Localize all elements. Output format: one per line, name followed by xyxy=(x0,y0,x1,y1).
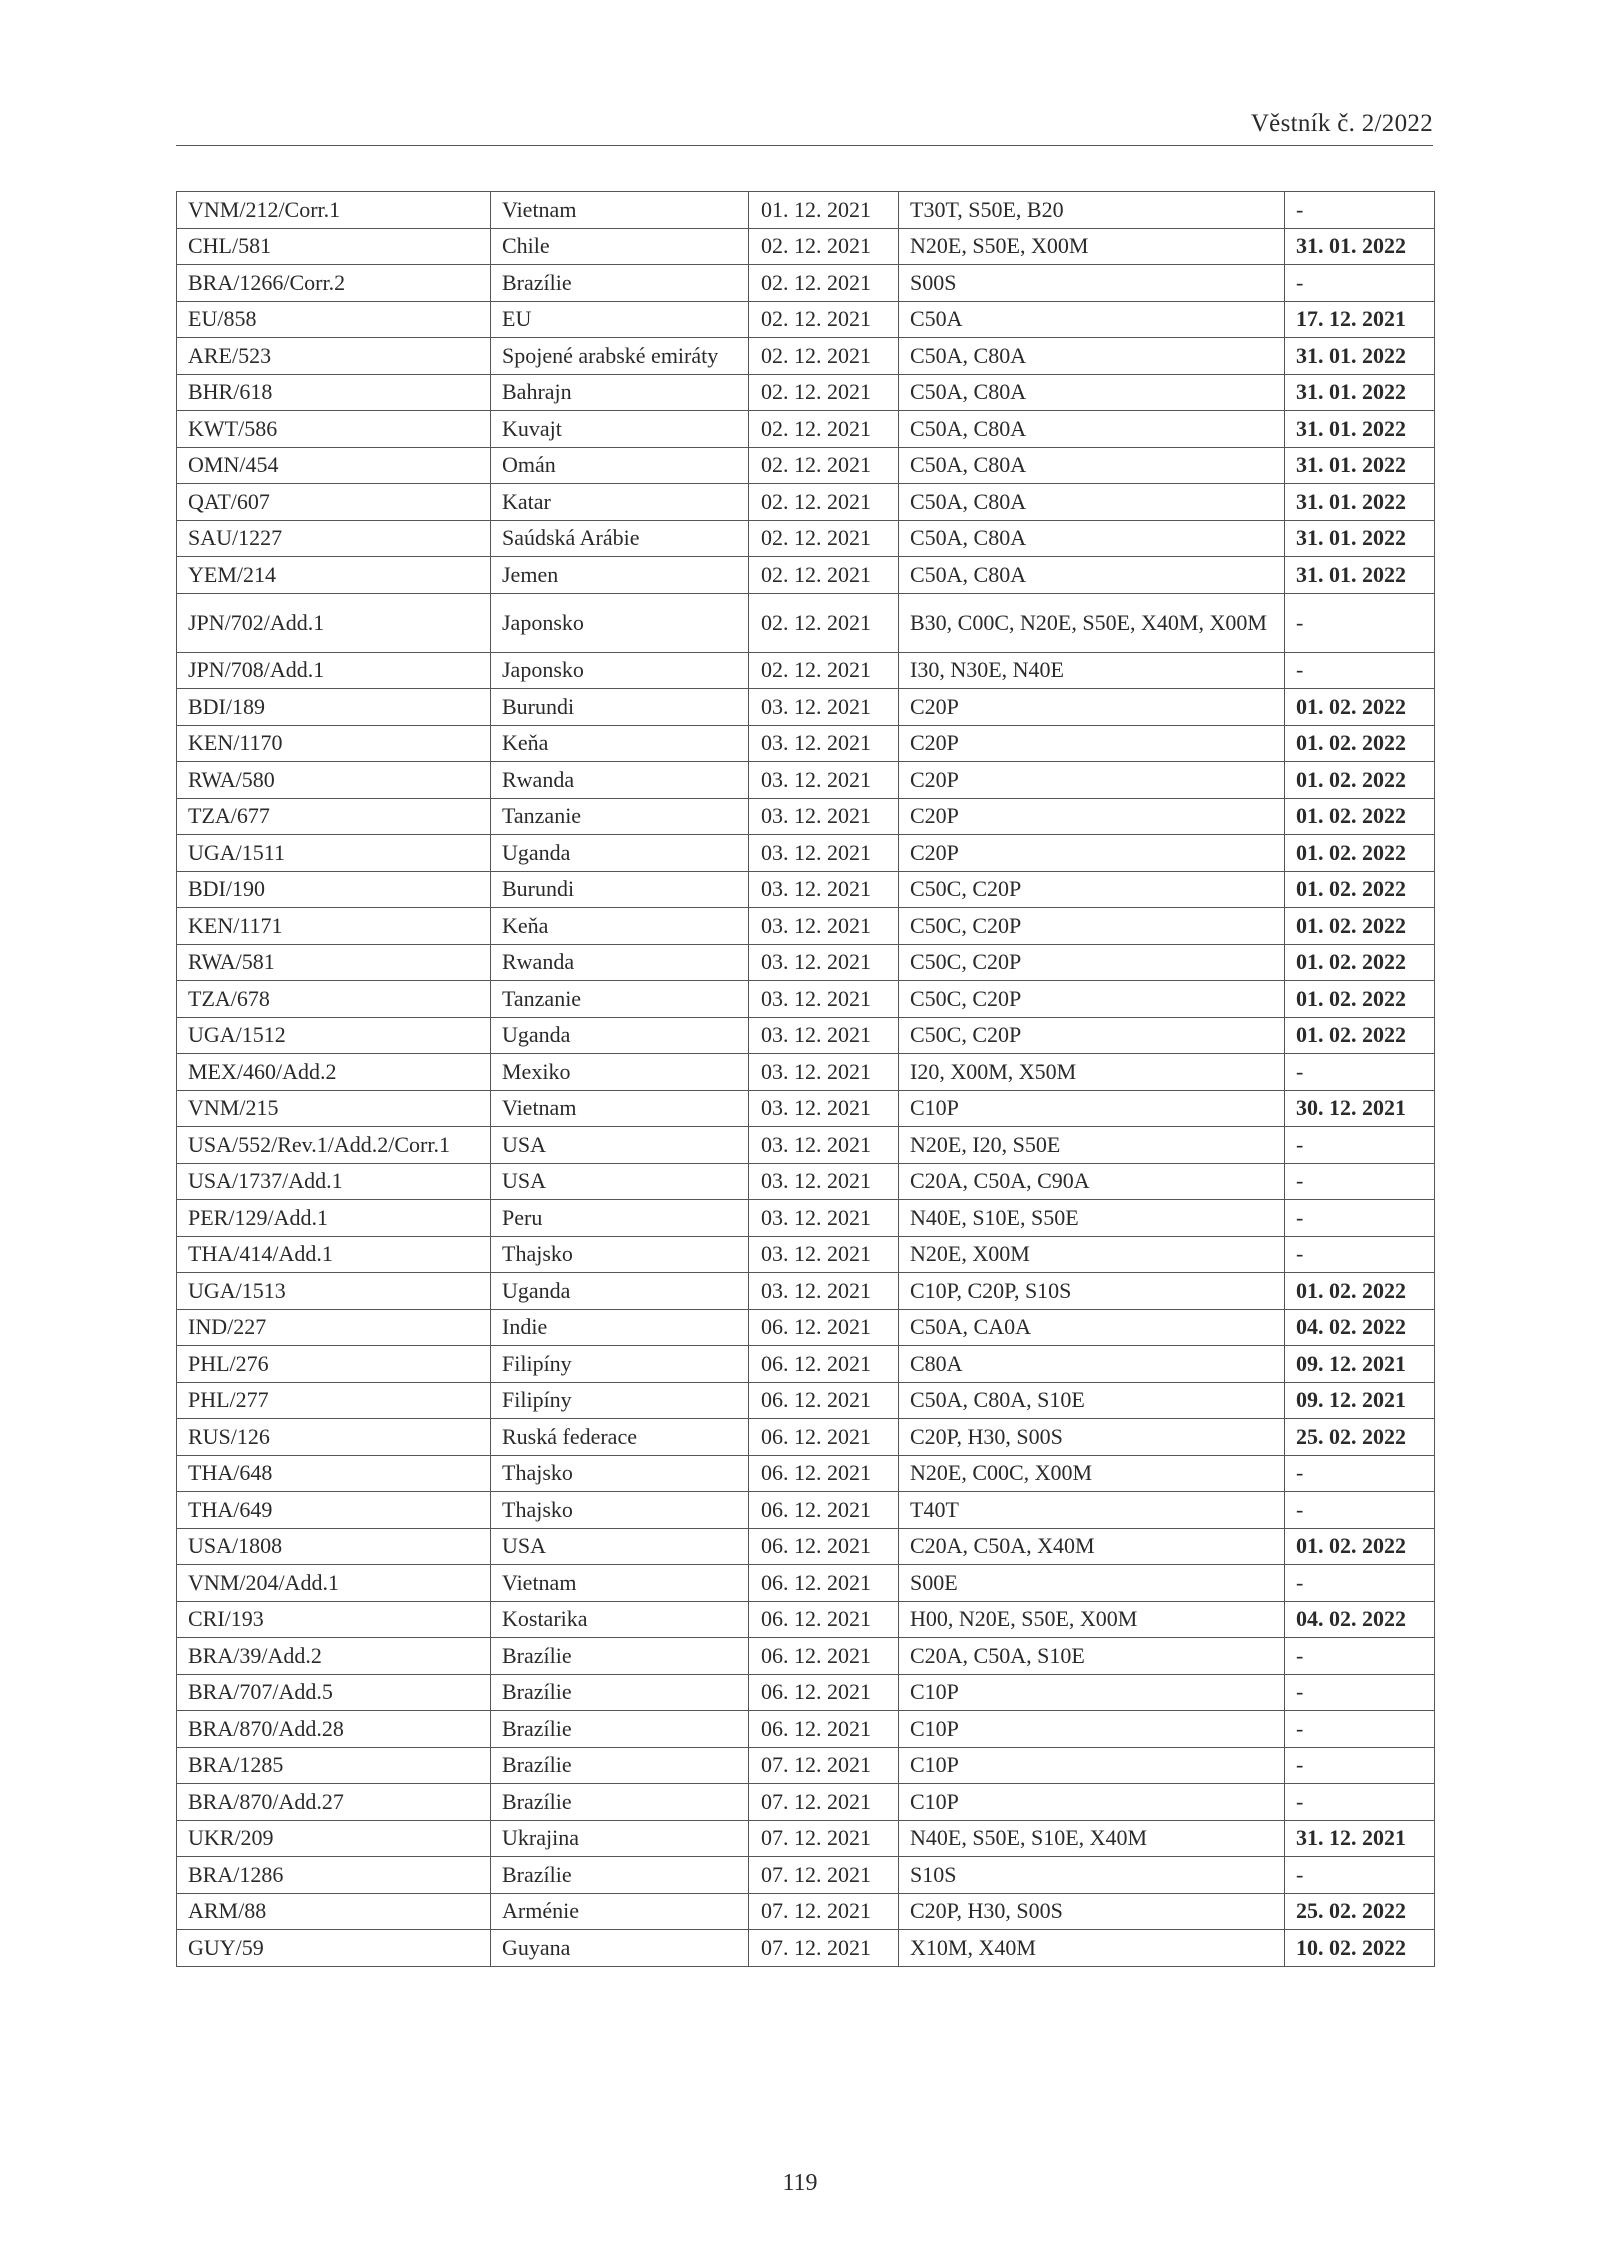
date-cell: 07. 12. 2021 xyxy=(749,1747,899,1784)
country-cell: Rwanda xyxy=(491,762,749,799)
table-row xyxy=(177,1054,1435,1091)
table-row xyxy=(177,520,1435,557)
date-cell: 02. 12. 2021 xyxy=(749,228,899,265)
document-code-cell: BDI/189 xyxy=(177,689,491,726)
document-code-cell: THA/648 xyxy=(177,1455,491,1492)
document-code-cell: TZA/678 xyxy=(177,981,491,1018)
deadline-cell: - xyxy=(1285,192,1435,229)
table-row xyxy=(177,908,1435,945)
date-cell: 03. 12. 2021 xyxy=(749,762,899,799)
date-cell: 03. 12. 2021 xyxy=(749,981,899,1018)
date-cell: 02. 12. 2021 xyxy=(749,338,899,375)
codes-cell: S00S xyxy=(899,265,1285,302)
deadline-cell: - xyxy=(1285,1163,1435,1200)
country-cell: Brazílie xyxy=(491,1711,749,1748)
country-cell: USA xyxy=(491,1528,749,1565)
date-cell: 03. 12. 2021 xyxy=(749,1090,899,1127)
country-cell: Brazílie xyxy=(491,1784,749,1821)
deadline-cell: - xyxy=(1285,1638,1435,1675)
country-cell: Uganda xyxy=(491,835,749,872)
table-row xyxy=(177,1528,1435,1565)
codes-cell: C10P xyxy=(899,1784,1285,1821)
deadline-cell: - xyxy=(1285,265,1435,302)
country-cell: Arménie xyxy=(491,1893,749,1930)
codes-cell: C20P, H30, S00S xyxy=(899,1419,1285,1456)
deadline-cell: 31. 12. 2021 xyxy=(1285,1820,1435,1857)
document-code-cell: UKR/209 xyxy=(177,1820,491,1857)
country-cell: Burundi xyxy=(491,871,749,908)
table-row xyxy=(177,1674,1435,1711)
table-row xyxy=(177,652,1435,689)
document-code-cell: BRA/1286 xyxy=(177,1857,491,1894)
codes-cell: C20A, C50A, X40M xyxy=(899,1528,1285,1565)
table-row xyxy=(177,689,1435,726)
document-code-cell: BRA/1285 xyxy=(177,1747,491,1784)
codes-cell: C20P, H30, S00S xyxy=(899,1893,1285,1930)
deadline-cell: - xyxy=(1285,1455,1435,1492)
document-code-cell: JPN/708/Add.1 xyxy=(177,652,491,689)
date-cell: 07. 12. 2021 xyxy=(749,1930,899,1967)
country-cell: Thajsko xyxy=(491,1492,749,1529)
country-cell: Peru xyxy=(491,1200,749,1237)
deadline-cell: 01. 02. 2022 xyxy=(1285,871,1435,908)
document-code-cell: VNM/215 xyxy=(177,1090,491,1127)
table-row xyxy=(177,944,1435,981)
document-code-cell: PHL/276 xyxy=(177,1346,491,1383)
table-row xyxy=(177,871,1435,908)
deadline-cell: - xyxy=(1285,1565,1435,1602)
table-row xyxy=(177,1382,1435,1419)
table-row xyxy=(177,1127,1435,1164)
deadline-cell: 17. 12. 2021 xyxy=(1285,301,1435,338)
deadline-cell: 10. 02. 2022 xyxy=(1285,1930,1435,1967)
document-code-cell: BRA/870/Add.27 xyxy=(177,1784,491,1821)
table-row xyxy=(177,338,1435,375)
codes-cell: C20P xyxy=(899,762,1285,799)
document-code-cell: RUS/126 xyxy=(177,1419,491,1456)
document-code-cell: ARM/88 xyxy=(177,1893,491,1930)
date-cell: 02. 12. 2021 xyxy=(749,447,899,484)
country-cell: Uganda xyxy=(491,1017,749,1054)
document-code-cell: UGA/1511 xyxy=(177,835,491,872)
date-cell: 06. 12. 2021 xyxy=(749,1346,899,1383)
deadline-cell: 25. 02. 2022 xyxy=(1285,1893,1435,1930)
country-cell: Ukrajina xyxy=(491,1820,749,1857)
country-cell: Keňa xyxy=(491,908,749,945)
table-row xyxy=(177,192,1435,229)
document-code-cell: BRA/870/Add.28 xyxy=(177,1711,491,1748)
country-cell: Keňa xyxy=(491,725,749,762)
date-cell: 03. 12. 2021 xyxy=(749,798,899,835)
deadline-cell: 01. 02. 2022 xyxy=(1285,944,1435,981)
deadline-cell: 09. 12. 2021 xyxy=(1285,1346,1435,1383)
country-cell: Spojené arabské emiráty xyxy=(491,338,749,375)
country-cell: Indie xyxy=(491,1309,749,1346)
table-row xyxy=(177,1346,1435,1383)
codes-cell: C50C, C20P xyxy=(899,981,1285,1018)
date-cell: 03. 12. 2021 xyxy=(749,689,899,726)
codes-cell: N40E, S10E, S50E xyxy=(899,1200,1285,1237)
deadline-cell: 04. 02. 2022 xyxy=(1285,1601,1435,1638)
page-number: 119 xyxy=(782,2170,818,2196)
country-cell: Jemen xyxy=(491,557,749,594)
document-code-cell: USA/1808 xyxy=(177,1528,491,1565)
date-cell: 06. 12. 2021 xyxy=(749,1711,899,1748)
codes-cell: H00, N20E, S50E, X00M xyxy=(899,1601,1285,1638)
deadline-cell: 01. 02. 2022 xyxy=(1285,908,1435,945)
date-cell: 07. 12. 2021 xyxy=(749,1857,899,1894)
deadline-cell: - xyxy=(1285,1054,1435,1091)
codes-cell: C10P xyxy=(899,1090,1285,1127)
codes-cell: C50A, C80A xyxy=(899,520,1285,557)
deadline-cell: 31. 01. 2022 xyxy=(1285,447,1435,484)
table-row xyxy=(177,1565,1435,1602)
deadline-cell: 01. 02. 2022 xyxy=(1285,1528,1435,1565)
deadline-cell: 25. 02. 2022 xyxy=(1285,1419,1435,1456)
document-code-cell: SAU/1227 xyxy=(177,520,491,557)
date-cell: 03. 12. 2021 xyxy=(749,1163,899,1200)
country-cell: Japonsko xyxy=(491,652,749,689)
table-row xyxy=(177,798,1435,835)
date-cell: 02. 12. 2021 xyxy=(749,557,899,594)
country-cell: Vietnam xyxy=(491,192,749,229)
deadline-cell: 31. 01. 2022 xyxy=(1285,374,1435,411)
document-code-cell: GUY/59 xyxy=(177,1930,491,1967)
date-cell: 03. 12. 2021 xyxy=(749,1236,899,1273)
date-cell: 06. 12. 2021 xyxy=(749,1565,899,1602)
codes-cell: N20E, S50E, X00M xyxy=(899,228,1285,265)
deadline-cell: 01. 02. 2022 xyxy=(1285,725,1435,762)
date-cell: 03. 12. 2021 xyxy=(749,1017,899,1054)
document-code-cell: CRI/193 xyxy=(177,1601,491,1638)
table-row xyxy=(177,725,1435,762)
document-code-cell: KEN/1171 xyxy=(177,908,491,945)
document-code-cell: CHL/581 xyxy=(177,228,491,265)
deadline-cell: - xyxy=(1285,1236,1435,1273)
country-cell: Vietnam xyxy=(491,1090,749,1127)
document-code-cell: TZA/677 xyxy=(177,798,491,835)
codes-cell: S00E xyxy=(899,1565,1285,1602)
document-code-cell: BDI/190 xyxy=(177,871,491,908)
deadline-cell: - xyxy=(1285,1127,1435,1164)
country-cell: Tanzanie xyxy=(491,798,749,835)
deadline-cell: 01. 02. 2022 xyxy=(1285,1273,1435,1310)
table-row xyxy=(177,1784,1435,1821)
table-row xyxy=(177,835,1435,872)
country-cell: Tanzanie xyxy=(491,981,749,1018)
document-code-cell: MEX/460/Add.2 xyxy=(177,1054,491,1091)
document-code-cell: THA/649 xyxy=(177,1492,491,1529)
deadline-cell: 31. 01. 2022 xyxy=(1285,484,1435,521)
codes-cell: C50A xyxy=(899,301,1285,338)
country-cell: Mexiko xyxy=(491,1054,749,1091)
codes-cell: B30, C00C, N20E, S50E, X40M, X00M xyxy=(899,593,1285,652)
country-cell: Brazílie xyxy=(491,1638,749,1675)
country-cell: Uganda xyxy=(491,1273,749,1310)
deadline-cell: 01. 02. 2022 xyxy=(1285,762,1435,799)
country-cell: Thajsko xyxy=(491,1236,749,1273)
codes-cell: C10P xyxy=(899,1711,1285,1748)
table-row xyxy=(177,1930,1435,1967)
document-code-cell: QAT/607 xyxy=(177,484,491,521)
document-code-cell: JPN/702/Add.1 xyxy=(177,593,491,652)
document-code-cell: KEN/1170 xyxy=(177,725,491,762)
codes-cell: C50A, CA0A xyxy=(899,1309,1285,1346)
document-code-cell: PHL/277 xyxy=(177,1382,491,1419)
table-row xyxy=(177,1309,1435,1346)
table-body xyxy=(177,192,1435,1967)
country-cell: Kuvajt xyxy=(491,411,749,448)
date-cell: 03. 12. 2021 xyxy=(749,1054,899,1091)
codes-cell: C50A, C80A xyxy=(899,374,1285,411)
document-code-cell: EU/858 xyxy=(177,301,491,338)
table-row xyxy=(177,1419,1435,1456)
date-cell: 06. 12. 2021 xyxy=(749,1492,899,1529)
date-cell: 07. 12. 2021 xyxy=(749,1820,899,1857)
country-cell: Japonsko xyxy=(491,593,749,652)
table-row xyxy=(177,1893,1435,1930)
document-code-cell: UGA/1513 xyxy=(177,1273,491,1310)
document-code-cell: YEM/214 xyxy=(177,557,491,594)
country-cell: Filipíny xyxy=(491,1346,749,1383)
document-code-cell: OMN/454 xyxy=(177,447,491,484)
codes-cell: C80A xyxy=(899,1346,1285,1383)
deadline-cell: - xyxy=(1285,1784,1435,1821)
date-cell: 02. 12. 2021 xyxy=(749,593,899,652)
country-cell: Brazílie xyxy=(491,1747,749,1784)
codes-cell: N40E, S50E, S10E, X40M xyxy=(899,1820,1285,1857)
document-code-cell: BHR/618 xyxy=(177,374,491,411)
document-code-cell: IND/227 xyxy=(177,1309,491,1346)
deadline-cell: - xyxy=(1285,1200,1435,1237)
date-cell: 03. 12. 2021 xyxy=(749,944,899,981)
document-code-cell: BRA/1266/Corr.2 xyxy=(177,265,491,302)
deadline-cell: 31. 01. 2022 xyxy=(1285,228,1435,265)
date-cell: 02. 12. 2021 xyxy=(749,374,899,411)
codes-cell: C50C, C20P xyxy=(899,908,1285,945)
date-cell: 03. 12. 2021 xyxy=(749,908,899,945)
codes-cell: N20E, I20, S50E xyxy=(899,1127,1285,1164)
codes-cell: C10P xyxy=(899,1674,1285,1711)
codes-cell: C20A, C50A, C90A xyxy=(899,1163,1285,1200)
deadline-cell: 01. 02. 2022 xyxy=(1285,981,1435,1018)
country-cell: Burundi xyxy=(491,689,749,726)
date-cell: 07. 12. 2021 xyxy=(749,1784,899,1821)
date-cell: 02. 12. 2021 xyxy=(749,411,899,448)
table-row xyxy=(177,1090,1435,1127)
codes-cell: S10S xyxy=(899,1857,1285,1894)
table-row xyxy=(177,1200,1435,1237)
date-cell: 06. 12. 2021 xyxy=(749,1638,899,1675)
codes-cell: X10M, X40M xyxy=(899,1930,1285,1967)
table-row xyxy=(177,1711,1435,1748)
country-cell: Kostarika xyxy=(491,1601,749,1638)
country-cell: Brazílie xyxy=(491,1857,749,1894)
deadline-cell: - xyxy=(1285,1747,1435,1784)
country-cell: Bahrajn xyxy=(491,374,749,411)
date-cell: 03. 12. 2021 xyxy=(749,835,899,872)
codes-cell: C20P xyxy=(899,835,1285,872)
codes-cell: T40T xyxy=(899,1492,1285,1529)
date-cell: 03. 12. 2021 xyxy=(749,1127,899,1164)
table-row xyxy=(177,1455,1435,1492)
table-row xyxy=(177,1236,1435,1273)
country-cell: Brazílie xyxy=(491,265,749,302)
date-cell: 03. 12. 2021 xyxy=(749,1200,899,1237)
country-cell: EU xyxy=(491,301,749,338)
date-cell: 02. 12. 2021 xyxy=(749,301,899,338)
codes-cell: N20E, X00M xyxy=(899,1236,1285,1273)
header-rule xyxy=(176,145,1433,146)
notification-table xyxy=(176,191,1435,1967)
date-cell: 06. 12. 2021 xyxy=(749,1528,899,1565)
deadline-cell: 04. 02. 2022 xyxy=(1285,1309,1435,1346)
deadline-cell: 31. 01. 2022 xyxy=(1285,520,1435,557)
table-row xyxy=(177,1601,1435,1638)
country-cell: Omán xyxy=(491,447,749,484)
document-code-cell: ARE/523 xyxy=(177,338,491,375)
country-cell: Vietnam xyxy=(491,1565,749,1602)
codes-cell: N20E, C00C, X00M xyxy=(899,1455,1285,1492)
codes-cell: C10P xyxy=(899,1747,1285,1784)
codes-cell: C50A, C80A xyxy=(899,484,1285,521)
deadline-cell: - xyxy=(1285,1857,1435,1894)
date-cell: 02. 12. 2021 xyxy=(749,652,899,689)
date-cell: 07. 12. 2021 xyxy=(749,1893,899,1930)
document-code-cell: RWA/581 xyxy=(177,944,491,981)
journal-header: Věstník č. 2/2022 xyxy=(1250,110,1433,137)
deadline-cell: 30. 12. 2021 xyxy=(1285,1090,1435,1127)
document-code-cell: USA/552/Rev.1/Add.2/Corr.1 xyxy=(177,1127,491,1164)
table-row xyxy=(177,1273,1435,1310)
codes-cell: C50A, C80A xyxy=(899,447,1285,484)
date-cell: 02. 12. 2021 xyxy=(749,265,899,302)
document-code-cell: RWA/580 xyxy=(177,762,491,799)
date-cell: 01. 12. 2021 xyxy=(749,192,899,229)
table-row xyxy=(177,1857,1435,1894)
deadline-cell: 01. 02. 2022 xyxy=(1285,689,1435,726)
date-cell: 02. 12. 2021 xyxy=(749,484,899,521)
codes-cell: C50C, C20P xyxy=(899,944,1285,981)
codes-cell: I30, N30E, N40E xyxy=(899,652,1285,689)
document-code-cell: PER/129/Add.1 xyxy=(177,1200,491,1237)
codes-cell: C20P xyxy=(899,725,1285,762)
codes-cell: C50A, C80A xyxy=(899,557,1285,594)
table-row xyxy=(177,762,1435,799)
deadline-cell: - xyxy=(1285,652,1435,689)
country-cell: Ruská federace xyxy=(491,1419,749,1456)
date-cell: 06. 12. 2021 xyxy=(749,1674,899,1711)
deadline-cell: 09. 12. 2021 xyxy=(1285,1382,1435,1419)
table-row xyxy=(177,301,1435,338)
deadline-cell: - xyxy=(1285,1674,1435,1711)
date-cell: 06. 12. 2021 xyxy=(749,1419,899,1456)
document-code-cell: UGA/1512 xyxy=(177,1017,491,1054)
codes-cell: C50C, C20P xyxy=(899,871,1285,908)
date-cell: 03. 12. 2021 xyxy=(749,725,899,762)
codes-cell: C20P xyxy=(899,798,1285,835)
date-cell: 06. 12. 2021 xyxy=(749,1455,899,1492)
deadline-cell: 01. 02. 2022 xyxy=(1285,798,1435,835)
country-cell: Brazílie xyxy=(491,1674,749,1711)
deadline-cell: - xyxy=(1285,1711,1435,1748)
table-row xyxy=(177,981,1435,1018)
table-row xyxy=(177,484,1435,521)
codes-cell: C50C, C20P xyxy=(899,1017,1285,1054)
table-row xyxy=(177,557,1435,594)
country-cell: USA xyxy=(491,1163,749,1200)
country-cell: Rwanda xyxy=(491,944,749,981)
deadline-cell: 01. 02. 2022 xyxy=(1285,1017,1435,1054)
codes-cell: C20A, C50A, S10E xyxy=(899,1638,1285,1675)
table-row xyxy=(177,447,1435,484)
table-row xyxy=(177,1638,1435,1675)
deadline-cell: 31. 01. 2022 xyxy=(1285,557,1435,594)
deadline-cell: - xyxy=(1285,1492,1435,1529)
country-cell: Thajsko xyxy=(491,1455,749,1492)
codes-cell: C50A, C80A, S10E xyxy=(899,1382,1285,1419)
country-cell: Saúdská Arábie xyxy=(491,520,749,557)
table-row xyxy=(177,411,1435,448)
document-code-cell: BRA/707/Add.5 xyxy=(177,1674,491,1711)
codes-cell: C50A, C80A xyxy=(899,338,1285,375)
country-cell: USA xyxy=(491,1127,749,1164)
deadline-cell: 01. 02. 2022 xyxy=(1285,835,1435,872)
country-cell: Filipíny xyxy=(491,1382,749,1419)
codes-cell: C10P, C20P, S10S xyxy=(899,1273,1285,1310)
codes-cell: I20, X00M, X50M xyxy=(899,1054,1285,1091)
date-cell: 03. 12. 2021 xyxy=(749,1273,899,1310)
document-code-cell: VNM/212/Corr.1 xyxy=(177,192,491,229)
deadline-cell: 31. 01. 2022 xyxy=(1285,338,1435,375)
country-cell: Katar xyxy=(491,484,749,521)
document-code-cell: BRA/39/Add.2 xyxy=(177,1638,491,1675)
date-cell: 02. 12. 2021 xyxy=(749,520,899,557)
deadline-cell: - xyxy=(1285,593,1435,652)
table-row xyxy=(177,593,1435,652)
table-row xyxy=(177,228,1435,265)
document-code-cell: USA/1737/Add.1 xyxy=(177,1163,491,1200)
table-row xyxy=(177,374,1435,411)
table-row xyxy=(177,1017,1435,1054)
table-row xyxy=(177,1163,1435,1200)
date-cell: 06. 12. 2021 xyxy=(749,1382,899,1419)
document-code-cell: VNM/204/Add.1 xyxy=(177,1565,491,1602)
table-row xyxy=(177,265,1435,302)
codes-cell: T30T, S50E, B20 xyxy=(899,192,1285,229)
deadline-cell: 31. 01. 2022 xyxy=(1285,411,1435,448)
codes-cell: C50A, C80A xyxy=(899,411,1285,448)
date-cell: 03. 12. 2021 xyxy=(749,871,899,908)
document-code-cell: THA/414/Add.1 xyxy=(177,1236,491,1273)
codes-cell: C20P xyxy=(899,689,1285,726)
table-row xyxy=(177,1820,1435,1857)
date-cell: 06. 12. 2021 xyxy=(749,1601,899,1638)
table-row xyxy=(177,1747,1435,1784)
table-row xyxy=(177,1492,1435,1529)
country-cell: Chile xyxy=(491,228,749,265)
country-cell: Guyana xyxy=(491,1930,749,1967)
document-code-cell: KWT/586 xyxy=(177,411,491,448)
date-cell: 06. 12. 2021 xyxy=(749,1309,899,1346)
